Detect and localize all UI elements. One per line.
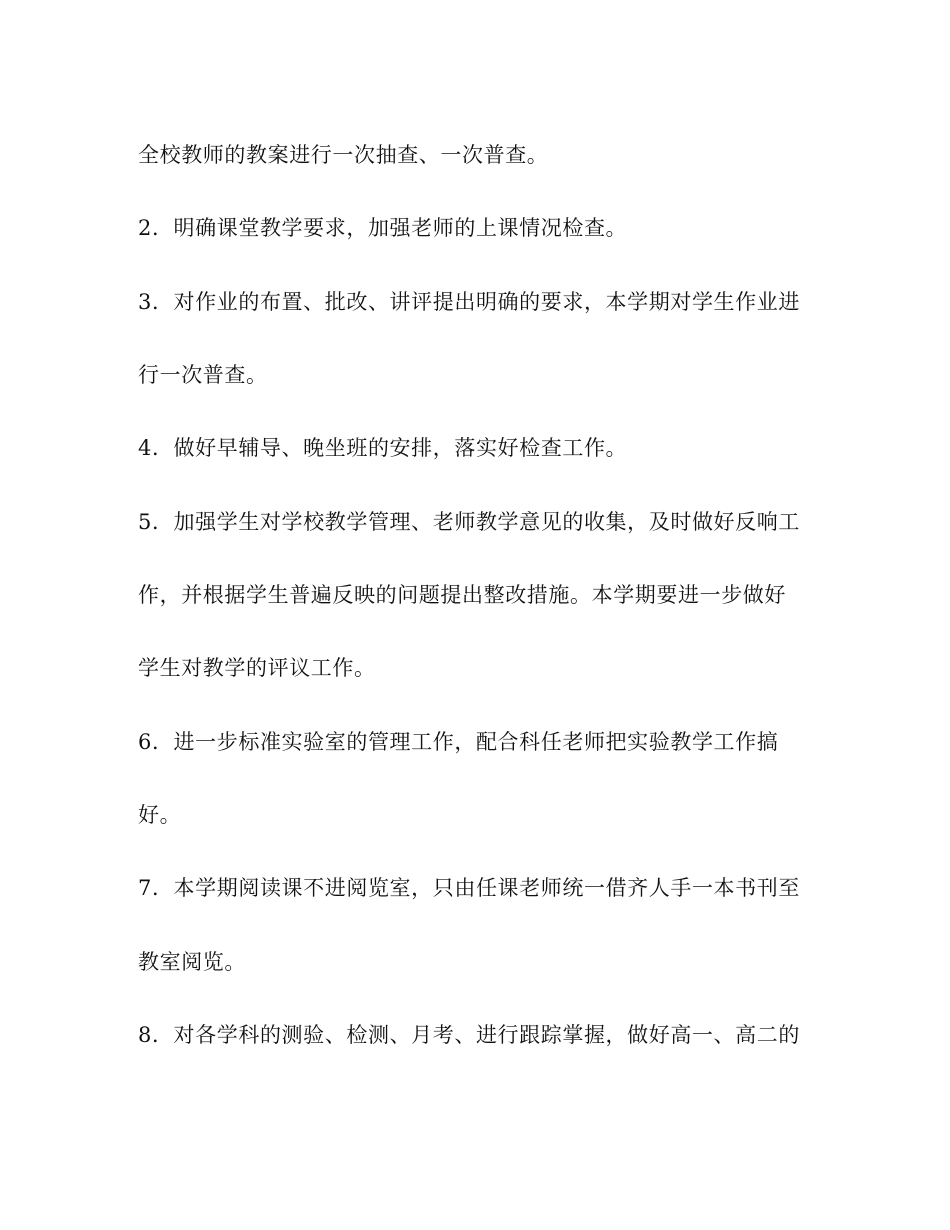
text-line: 作，并根据学生普遍反映的问题提出整改措施。本学期要进一步做好: [138, 583, 786, 607]
text-line: 6．进一步标准实验室的管理工作，配合科任老师把实验教学工作搞: [138, 730, 779, 754]
text-line: 好。: [138, 803, 182, 827]
text-line: 5．加强学生对学校教学管理、老师教学意见的收集，及时做好反响工: [138, 510, 800, 534]
text-line: 4．做好早辅导、晚坐班的安排，落实好检查工作。: [138, 436, 628, 460]
text-line: 8．对各学科的测验、检测、月考、进行跟踪掌握，做好高一、高二的: [138, 1023, 800, 1047]
text-line: 教室阅览。: [138, 950, 246, 974]
text-line: 7．本学期阅读课不进阅览室，只由任课老师统一借齐人手一本书刊至: [138, 876, 800, 900]
text-line: 3．对作业的布置、批改、讲评提出明确的要求，本学期对学生作业进: [138, 290, 800, 314]
text-line: 2．明确课堂教学要求，加强老师的上课情况检查。: [138, 216, 628, 240]
text-line: 行一次普查。: [138, 363, 268, 387]
text-line: 学生对教学的评议工作。: [138, 656, 376, 680]
text-line: 全校教师的教案进行一次抽查、一次普查。: [138, 143, 549, 167]
